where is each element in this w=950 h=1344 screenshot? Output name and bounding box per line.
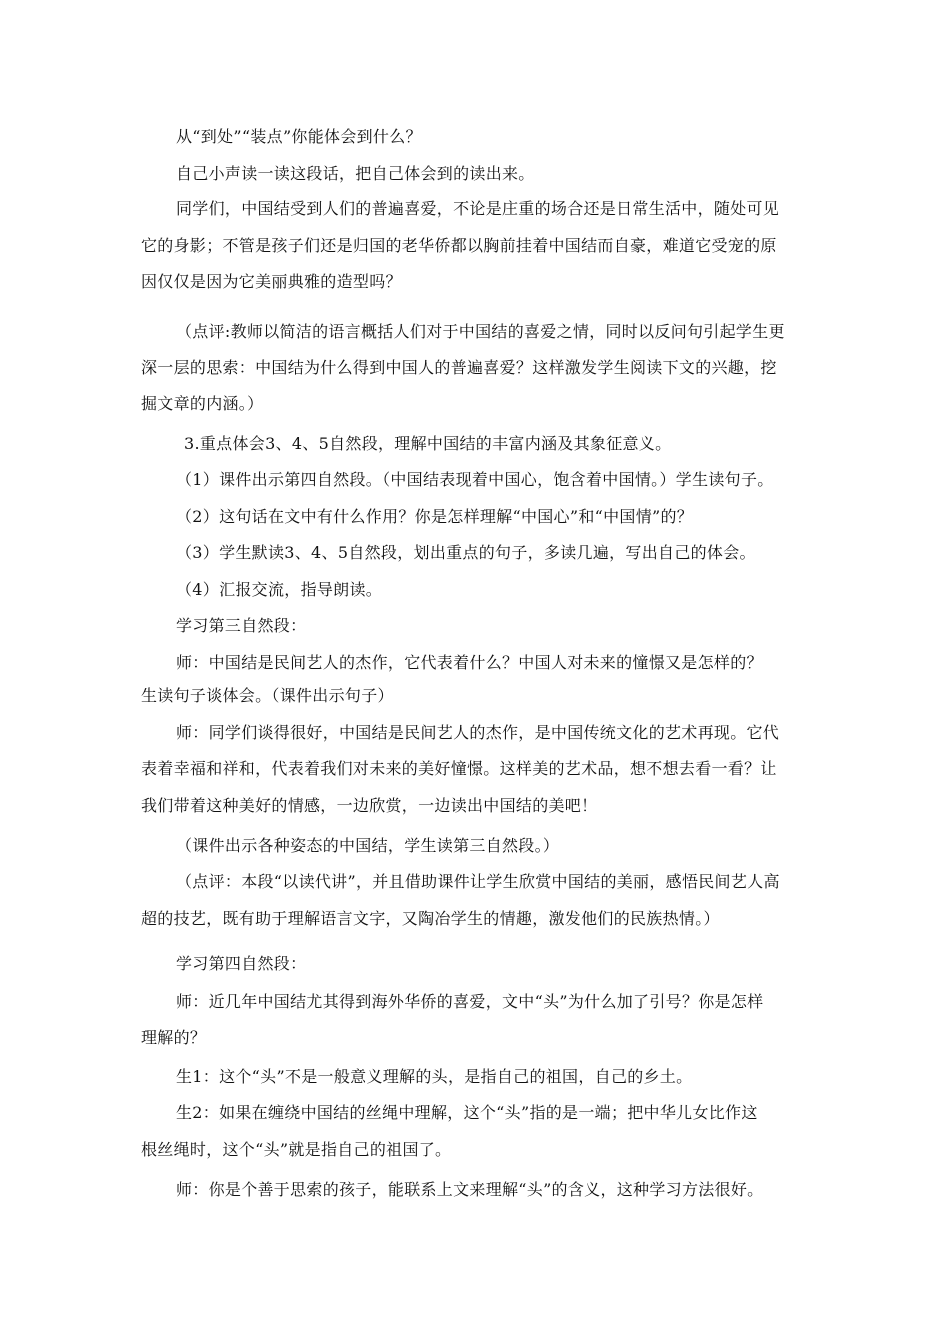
commentary-line: 深一层的思索：中国结为什么得到中国人的普遍喜爱？这样激发学生阅读下文的兴趣，挖 bbox=[141, 358, 777, 377]
commentary-line: 超的技艺，既有助于理解语言文字，又陶冶学生的情趣，激发他们的民族热情。） bbox=[141, 909, 720, 928]
text-line: 理解的？ bbox=[141, 1028, 207, 1047]
text-line: （1）课件出示第四自然段。（中国结表现着中国心，饱含着中国情。）学生读句子。 bbox=[176, 470, 774, 489]
text-line: 师：中国结是民间艺人的杰作，它代表着什么？中国人对未来的憧憬又是怎样的？ bbox=[176, 653, 763, 672]
text-line: 表着幸福和祥和，代表着我们对未来的美好憧憬。这样美的艺术品，想不想去看一看？让 bbox=[141, 759, 777, 778]
text-line: 生1：这个“头”不是一般意义理解的头，是指自己的祖国，自己的乡土。 bbox=[176, 1067, 693, 1086]
text-line: 我们带着这种美好的情感，一边欣赏，一边读出中国结的美吧！ bbox=[141, 796, 598, 815]
text-line: （课件出示各种姿态的中国结，学生读第三自然段。） bbox=[176, 836, 560, 855]
text-line: 师：同学们谈得很好，中国结是民间艺人的杰作，是中国传统文化的艺术再现。它代 bbox=[176, 723, 780, 742]
subheading-line: 学习第三自然段： bbox=[176, 616, 307, 635]
text-line: 根丝绳时，这个“头”就是指自己的祖国了。 bbox=[141, 1140, 452, 1159]
text-line: 自己小声读一读这段话，把自己体会到的读出来。 bbox=[176, 164, 535, 183]
section-heading: 3.重点体会3、4、5自然段，理解中国结的丰富内涵及其象征意义。 bbox=[184, 434, 672, 453]
text-line: 生读句子谈体会。（课件出示句子） bbox=[141, 686, 394, 705]
commentary-line: （点评:教师以简洁的语言概括人们对于中国结的喜爱之情，同时以反问句引起学生更 bbox=[176, 322, 785, 341]
subheading-line: 学习第四自然段： bbox=[176, 954, 307, 973]
text-line: 它的身影；不管是孩子们还是归国的老华侨都以胸前挂着中国结而自豪，难道它受宠的原 bbox=[141, 236, 777, 255]
text-line: 师：近几年中国结尤其得到海外华侨的喜爱，文中“头”为什么加了引号？你是怎样 bbox=[176, 992, 764, 1011]
commentary-line: 掘文章的内涵。） bbox=[141, 394, 264, 413]
text-line: 因仅仅是因为它美丽典雅的造型吗？ bbox=[141, 272, 402, 291]
text-line: （4）汇报交流，指导朗读。 bbox=[176, 580, 383, 599]
text-line: 师：你是个善于思索的孩子，能联系上文来理解“头”的含义，这种学习方法很好。 bbox=[176, 1180, 764, 1199]
text-line: 生2：如果在缠绕中国结的丝绳中理解，这个“头”指的是一端；把中华儿女比作这 bbox=[176, 1103, 758, 1122]
text-line: 从“到处”“装点”你能体会到什么？ bbox=[176, 127, 422, 146]
text-line: （3）学生默读3、4、5自然段，划出重点的句子，多读几遍，写出自己的体会。 bbox=[176, 543, 756, 562]
text-line: 同学们，中国结受到人们的普遍喜爱，不论是庄重的场合还是日常生活中，随处可见 bbox=[176, 199, 780, 218]
text-line: （2）这句话在文中有什么作用？你是怎样理解“中国心”和“中国情”的？ bbox=[176, 507, 694, 526]
commentary-line: （点评：本段“以读代讲”，并且借助课件让学生欣赏中国结的美丽，感悟民间艺人高 bbox=[176, 872, 780, 891]
